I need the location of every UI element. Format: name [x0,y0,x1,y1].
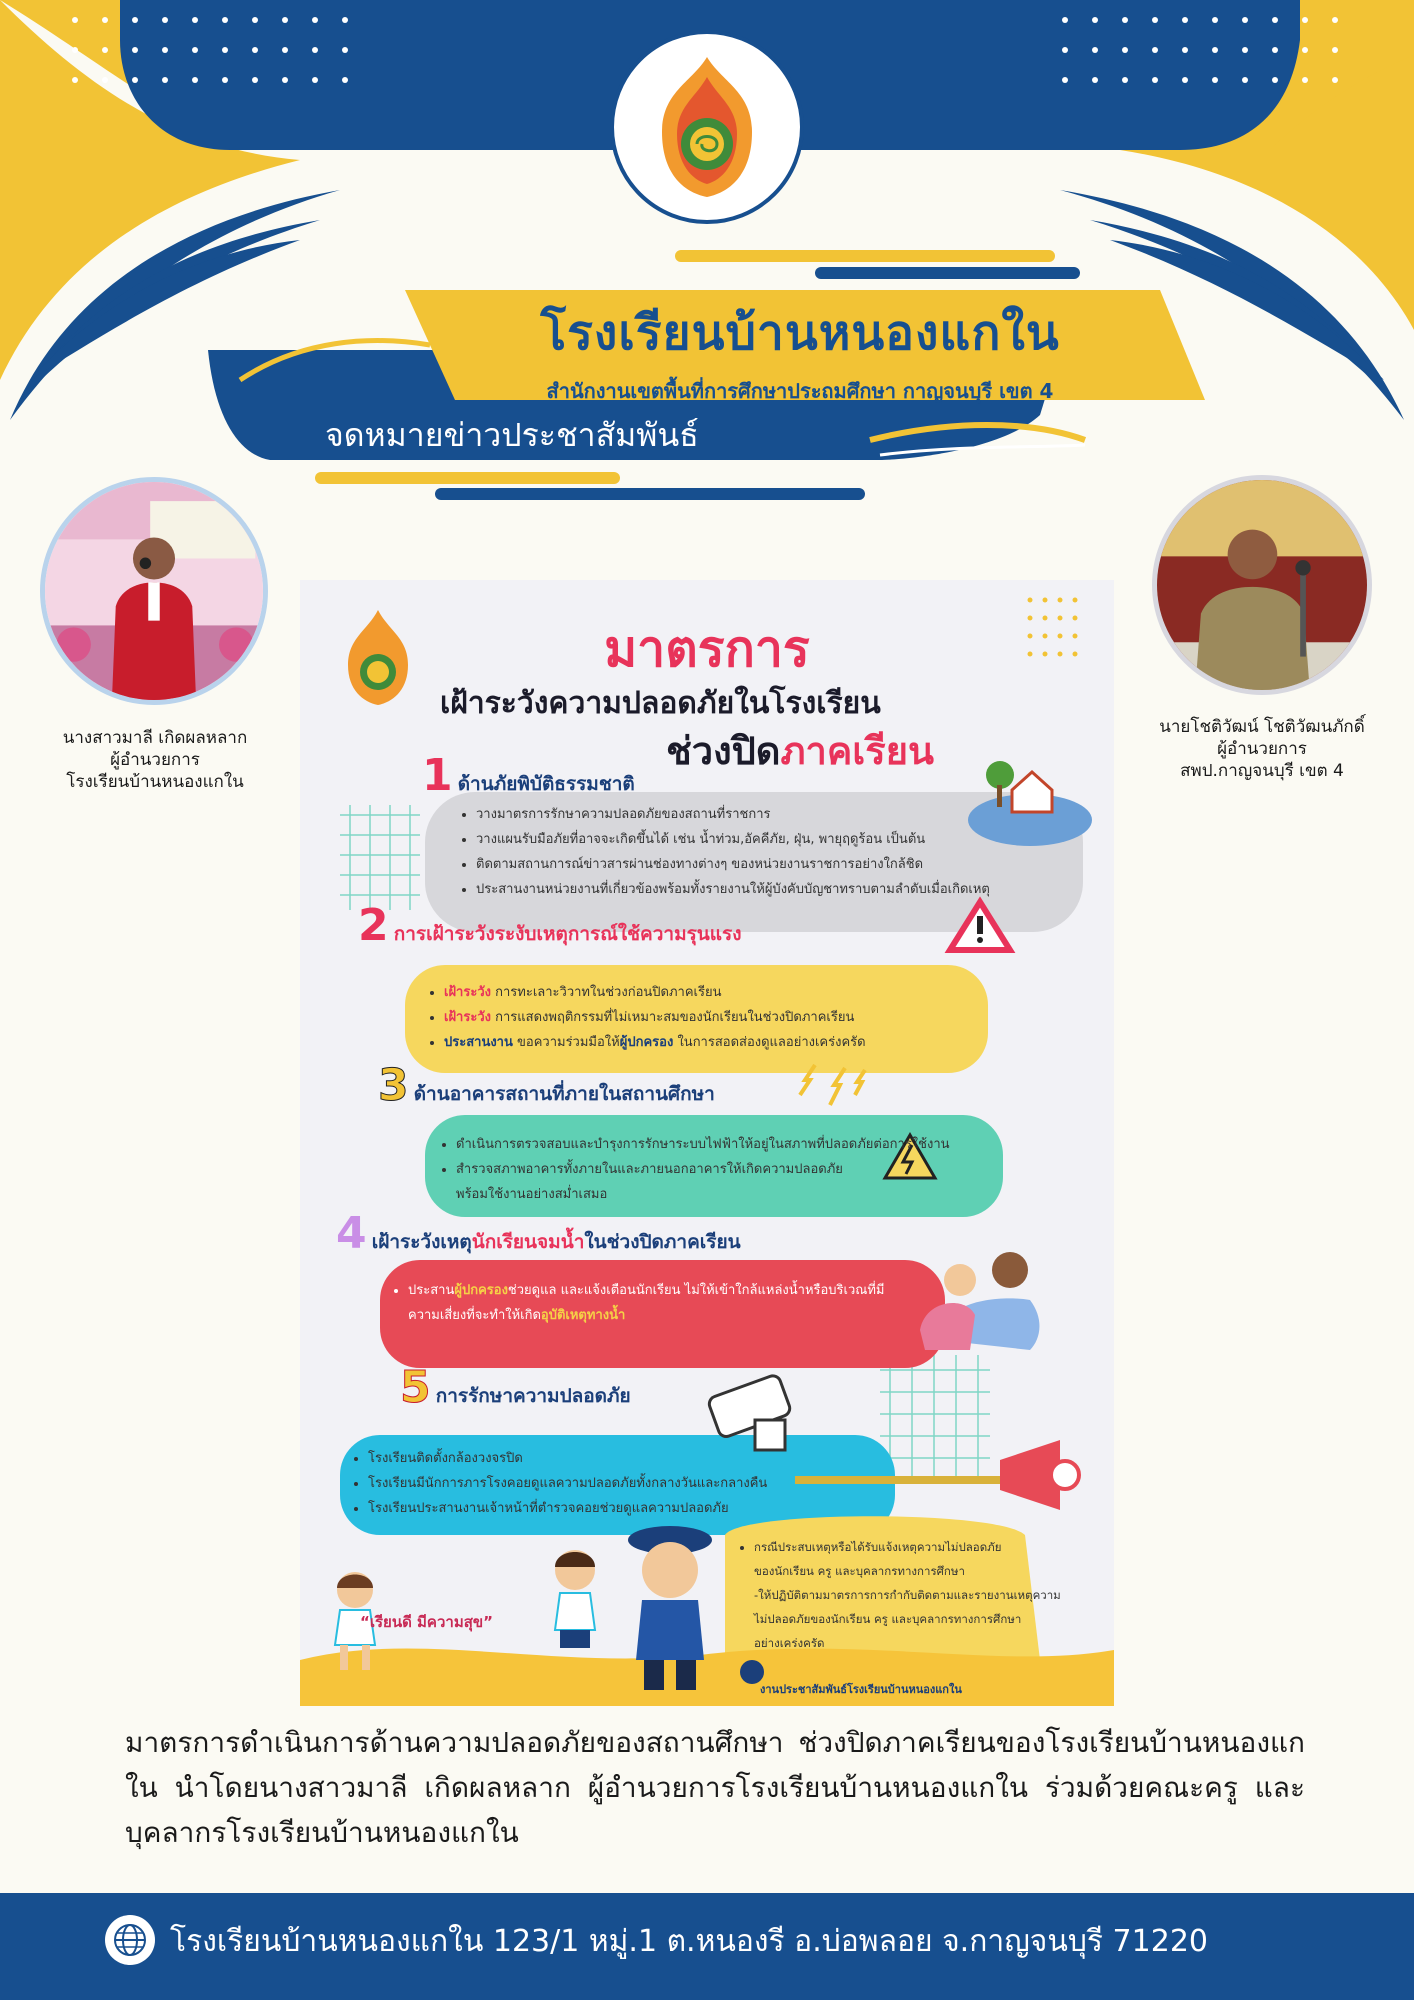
caption-position: ผู้อำนวยการ [1217,739,1307,759]
section-2-header [358,900,742,951]
bullet-text: การทะเลาะวิวาทในช่วงก่อนปิดภาคเรียน [495,985,722,1000]
keyword: เฝ้าระวัง [444,1010,491,1025]
keyword: เฝ้าระวัง [444,985,491,1000]
section-5-title: การรักษาความปลอดภัย [435,1385,631,1407]
bullet-text: ขอความร่วมมือให้ [517,1035,620,1050]
caption-position: ผู้อำนวยการ [110,750,200,770]
list-item [444,980,866,1005]
poster-subtitle-2b: ภาคเรียน [780,729,934,773]
list-item [444,1030,866,1055]
poster-quote: “เรียนดี มีความสุข” [360,1613,493,1631]
globe-icon [105,1915,155,1965]
section-4-list [392,1278,884,1328]
footer-address: โรงเรียนบ้านหนองแกใน 123/1 หมู่.1 ต.หนองรี อ.บ่อพลอย จ.กาญจนบุรี 71220 [170,1924,1208,1959]
section-4-title-c: ในช่วงปิดภาคเรียน [584,1231,741,1253]
poster-title: มาตรการ [604,620,810,678]
section-1-list [460,802,990,902]
list-item [444,1005,866,1030]
list-item: • สำรวจสภาพอาคารทั้งภายในและภายนอกอาคารให้เกิดความปลอดภัย [456,1157,950,1182]
section-1-header [422,750,635,801]
poster-subtitle-1: เฝ้าระวังความปลอดภัยในโรงเรียน [440,686,881,721]
list-item: • โรงเรียนมีนักการภารโรงคอยดูแลความปลอดภัยทั้งกลางวันและกลางคืน [368,1471,767,1496]
school-logo [610,30,804,224]
poster-subtitle-2a: ช่วงปิด [666,729,781,773]
portrait-director-office [1152,475,1372,695]
section-1-title: ด้านภัยพิบัติธรรมชาติ [457,773,635,795]
section-4-number: 4 [336,1208,367,1259]
caption-name: นางสาวมาลี เกิดผลหลาก [62,728,248,748]
list-item: • โรงเรียนประสานงานเจ้าหน้าที่ตำรวจคอยช่วยดูแลความปลอดภัย [368,1496,767,1521]
header-title-block [420,295,1180,407]
keyword: อุบัติเหตุทางน้ำ [540,1308,626,1323]
section-3-list [440,1132,950,1207]
newsletter-title: จดหมายข่าวประชาสัมพันธ์ [325,416,699,454]
section-4-title-a: เฝ้าระวังเหตุ [371,1231,472,1253]
list-item: • ประสานงานหน่วยงานที่เกี่ยวข้องพร้อมทั้งรายงานให้ผู้บังคับบัญชาทราบตามลำดับเมื่อเกิดเหตุ [476,877,990,902]
list-item: -ให้ปฏิบัติตามมาตรการการกำกับติดตามและรายงานเหตุความ [754,1588,1061,1602]
list-item [408,1278,884,1303]
caption-organization: โรงเรียนบ้านหนองแกใน [66,772,244,792]
section-1-number: 1 [422,750,453,801]
section-3-header [378,1060,715,1111]
description-block [125,1720,1305,1855]
list-item: • ดำเนินการตรวจสอบและบำรุงการรักษาระบบไฟฟ้าให้อยู่ในสภาพที่ปลอดภัยต่อการใช้งาน [456,1132,950,1157]
caption-director-school [20,727,290,793]
section-3-number: 3 [378,1060,409,1111]
list-item: • ติดตามสถานการณ์ข่าวสารผ่านช่องทางต่างๆ ของหน่วยงานราชการอย่างใกล้ชิด [476,852,990,877]
keyword: ประสานงาน [444,1035,513,1050]
safety-poster [300,580,1114,1706]
section-5-header [400,1362,631,1413]
list-item: • โรงเรียนติดตั้งกล้องวงจรปิด [368,1446,767,1471]
caption-director-office [1130,716,1394,782]
section-2-list [428,980,866,1055]
list-item: อย่างเคร่งครัด [754,1636,825,1650]
section-2-number: 2 [358,900,389,951]
list-item: ของนักเรียน ครู และบุคลากรทางการศึกษา [754,1564,965,1578]
list-item: • วางมาตรการรักษาความปลอดภัยของสถานที่ราชการ [476,802,990,827]
section-2-title: การเฝ้าระวังระงับเหตุการณ์ใช้ความรุนแรง [393,923,742,945]
section-4-header [336,1208,741,1259]
section-3-title: ด้านอาคารสถานที่ภายในสถานศึกษา [413,1083,715,1105]
office-subtitle: สำนักงานเขตพื้นที่การศึกษาประถมศึกษา กาญจนบุรี เขต 4 [546,379,1054,403]
notice-list [738,1535,1061,1655]
bullet-text: การแสดงพฤติกรรมที่ไม่เหมาะสมของนักเรียนในช่วงปิดภาคเรียน [495,1010,855,1025]
obec-emblem-icon [642,52,772,202]
section-5-list [352,1446,767,1521]
list-item [408,1303,884,1328]
caption-name: นายโชติวัฒน์ โชติวัฒนภักดิ์ [1159,717,1365,737]
list-item: • วางแผนรับมือภัยที่อาจจะเกิดขึ้นได้ เช่น น้ำท่วม,อัคคีภัย, ฝุ่น, พายุฤดูร้อน เป็นต้น [476,827,990,852]
school-title: โรงเรียนบ้านหนองแกใน [540,305,1060,361]
caption-organization: สพป.กาญจนบุรี เขต 4 [1180,761,1344,781]
section-5-number: 5 [400,1362,431,1413]
keyword: ผู้ปกครอง [619,1035,674,1050]
section-4-title-b: นักเรียนจมน้ำ [471,1231,585,1253]
poster-subtitle-2 [666,720,934,781]
poster-footer: งานประชาสัมพันธ์โรงเรียนบ้านหนองแกใน [760,1683,962,1696]
keyword: ผู้ปกครอง [454,1283,508,1298]
bullet-text: ช่วยดูแล และแจ้งเตือนนักเรียน ไม่ให้เข้าใกล้แหล่งน้ำหรือบริเวณที่มี [507,1283,885,1298]
list-item: ไม่ปลอดภัยของนักเรียน ครู และบุคลากรทางการศึกษา [754,1612,1022,1626]
bullet-text: ในการสอดส่องดูแลอย่างเคร่งครัด [677,1035,866,1050]
list-item: พร้อมใช้งานอย่างสม่ำเสมอ [456,1187,608,1202]
description-text: มาตรการดำเนินการด้านความปลอดภัยของสถานศึกษา ช่วงปิดภาคเรียนของโรงเรียนบ้านหนองแกใน นำโดยนางสาวมาลี เกิดผลหลาก ผู้อำนวยการโรงเรียนบ้านหนองแกใน ร่วมด้วยคณะครู และบุคลากรโรงเรียนบ้านหนองแกใน [125,1726,1305,1849]
bullet-text: ความเสี่ยงที่จะทำให้เกิด [408,1308,541,1323]
portrait-director-school [40,477,268,705]
bullet-text: ประสาน [408,1283,455,1298]
list-item: • กรณีประสบเหตุหรือได้รับแจ้งเหตุความไม่ปลอดภัย [754,1535,1061,1559]
